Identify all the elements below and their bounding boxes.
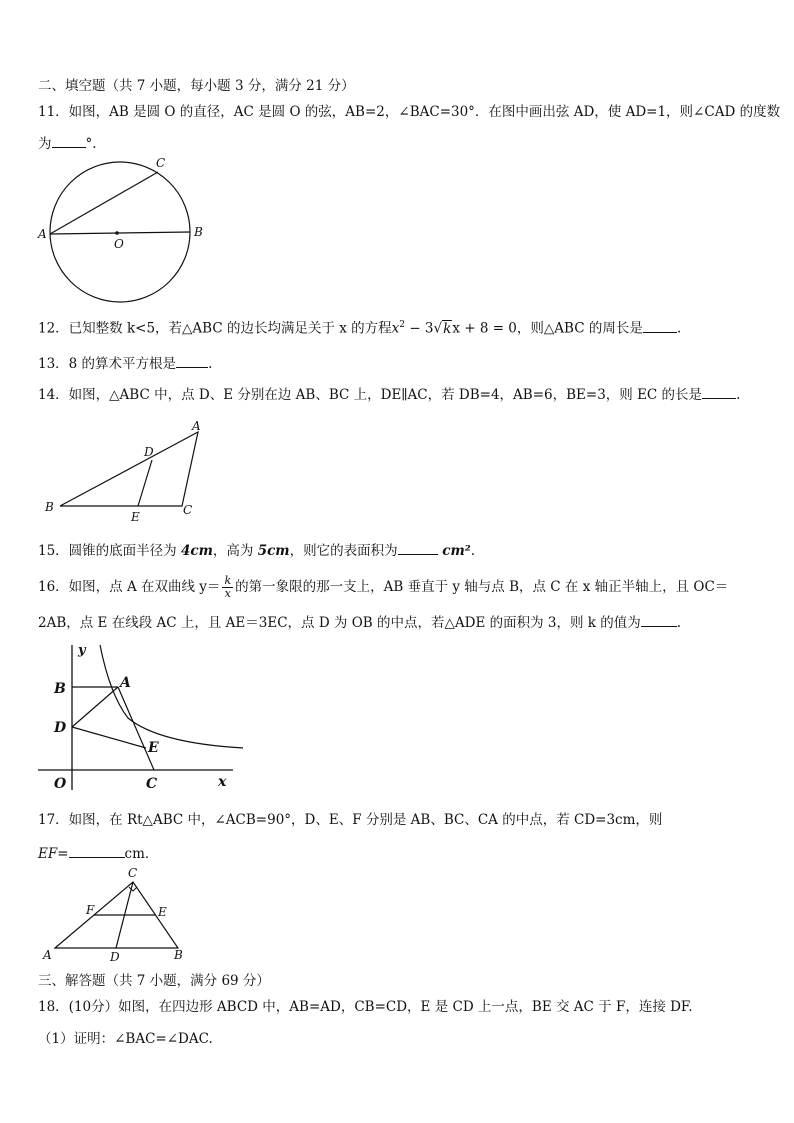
label-a: A — [43, 948, 52, 962]
label-e: E — [131, 510, 140, 524]
q12-post: ，则△ABC 的周长是 — [516, 320, 643, 337]
label-e: E — [158, 905, 167, 919]
segment-de — [72, 727, 146, 748]
q16-answer-blank — [641, 613, 677, 627]
q15-pre: 15．圆锥的底面半径为 — [38, 543, 181, 559]
q17-prefix: EF= — [38, 846, 69, 862]
q15-radius: 4cm — [180, 543, 213, 559]
question-18-line-2: （1）证明：∠BAC=∠DAC. — [38, 1031, 213, 1047]
label-b: B — [45, 500, 54, 514]
figure-q16-hyperbola — [38, 640, 248, 795]
q12-eq-sup: 2 — [399, 320, 406, 330]
figure-q17-triangle — [40, 866, 190, 966]
label-c: C — [183, 503, 193, 517]
q17-suffix: cm． — [124, 846, 159, 862]
q11-answer-blank — [52, 134, 86, 148]
question-11-line-2 — [38, 134, 97, 153]
section-3-header: 三、解答题（共 7 小题，满分 69 分） — [38, 973, 270, 989]
label-d: D — [110, 950, 120, 964]
segment-da — [72, 687, 118, 727]
q11-prefix: 为 — [38, 136, 52, 152]
q16-end: . — [676, 615, 682, 631]
chord-ac — [50, 172, 158, 234]
q14-text: 14．如图，△ABC 中，点 D、E 分别在边 AB、BC 上，DE∥AC，若 DB=4，AB=6，BE=3，则 EC 的长是 — [38, 387, 703, 403]
q13-answer-blank — [176, 354, 208, 368]
label-d: D — [54, 720, 67, 736]
question-14 — [38, 385, 740, 404]
diameter-ab — [50, 232, 190, 234]
q15-mid: ，高为 — [212, 543, 258, 559]
q14-end: . — [736, 387, 741, 403]
segment-ac — [118, 687, 154, 770]
q12-eq-k: k — [443, 320, 452, 337]
label-x: x — [218, 774, 227, 790]
segment-de — [138, 460, 152, 506]
label-b: B — [194, 225, 203, 239]
label-b: B — [174, 948, 183, 962]
label-o: O — [54, 776, 67, 792]
label-d: D — [144, 445, 154, 459]
question-17-line-2 — [38, 844, 158, 863]
q12-end: . — [676, 320, 682, 337]
q16-frac-num: k — [224, 574, 232, 587]
q17-answer-blank — [69, 844, 125, 858]
q11-suffix: °. — [85, 136, 97, 152]
section-2-header: 二、填空题（共 7 小题，每小题 3 分，满分 21 分） — [38, 78, 355, 94]
q13-text: 13．8 的算术平方根是 — [38, 356, 177, 372]
center-point — [115, 231, 119, 235]
figure-q14-triangle — [40, 418, 215, 526]
question-12: 12．已知整数 k<5，若△ABC 的边长均满足关于 x 的方程$x^2 - 3√kx + 8 = 0$，则△ABC 的周长是 . — [38, 320, 682, 337]
hyperbola-curve — [100, 645, 243, 748]
q16-frac-den: x — [224, 587, 231, 600]
label-a: A — [192, 419, 201, 433]
q15-end: . — [470, 543, 476, 559]
question-16-line-1 — [38, 575, 728, 600]
label-f: F — [86, 903, 95, 917]
q12-answer-blank — [643, 319, 677, 333]
label-c: C — [128, 866, 138, 880]
label-a: A — [120, 675, 131, 691]
question-13 — [38, 354, 212, 373]
q12-eq-b: − 3 — [405, 320, 434, 337]
q16-line2: 2AB，点 E 在线段 AC 上，且 AE＝3EC，点 D 为 OB 的中点，若△ADE 的面积为 3，则 k 的值为 — [38, 615, 641, 631]
q12-text: 12．已知整数 k<5，若△ABC 的边长均满足关于 x 的方程 — [38, 320, 392, 337]
question-17-line-1: 17．如图，在 Rt△ABC 中，∠ACB=90°，D、E、F 分别是 AB、BC、CA 的中点，若 CD=3cm，则 — [38, 812, 663, 828]
q16-post: 的第一象限的那一支上，AB 垂直于 y 轴与点 B，点 C 在 x 轴正半轴上，且 OC＝ — [235, 579, 729, 595]
label-o: O — [114, 237, 124, 251]
q12-eq-x: x — [391, 320, 400, 337]
q15-unit: cm² — [437, 543, 471, 559]
figure-q11-circle — [30, 155, 210, 310]
q14-answer-blank — [702, 385, 736, 399]
q15-answer-blank — [398, 541, 438, 555]
q15-post: ，则它的表面积为 — [289, 543, 398, 559]
label-e: E — [148, 740, 159, 756]
question-11-line-1: 11．如图，AB 是圆 O 的直径，AC 是圆 O 的弦，AB=2，∠BAC=30°．在图中画出弦 AD，使 AD=1，则∠CAD 的度数 — [38, 104, 781, 120]
label-c: C — [156, 156, 166, 170]
question-15 — [38, 541, 475, 560]
label-a: A — [38, 227, 47, 241]
q15-height: 5cm — [257, 543, 290, 559]
label-y: y — [78, 643, 86, 658]
q16-pre: 16．如图，点 A 在双曲线 y＝ — [38, 579, 221, 595]
triangle-abc — [60, 432, 198, 506]
label-c: C — [146, 776, 158, 792]
q12-eq-c: x + 8 = 0 — [452, 320, 517, 337]
q16-fraction — [222, 575, 233, 600]
question-16-line-2 — [38, 613, 681, 632]
q13-end: . — [208, 356, 213, 372]
right-angle-mark — [129, 887, 137, 891]
question-18-line-1: 18．(10分）如图，在四边形 ABCD 中，AB=AD，CB=CD，E 是 CD 上一点，BE 交 AC 于 F，连接 DF. — [38, 999, 693, 1015]
label-b: B — [54, 681, 66, 697]
